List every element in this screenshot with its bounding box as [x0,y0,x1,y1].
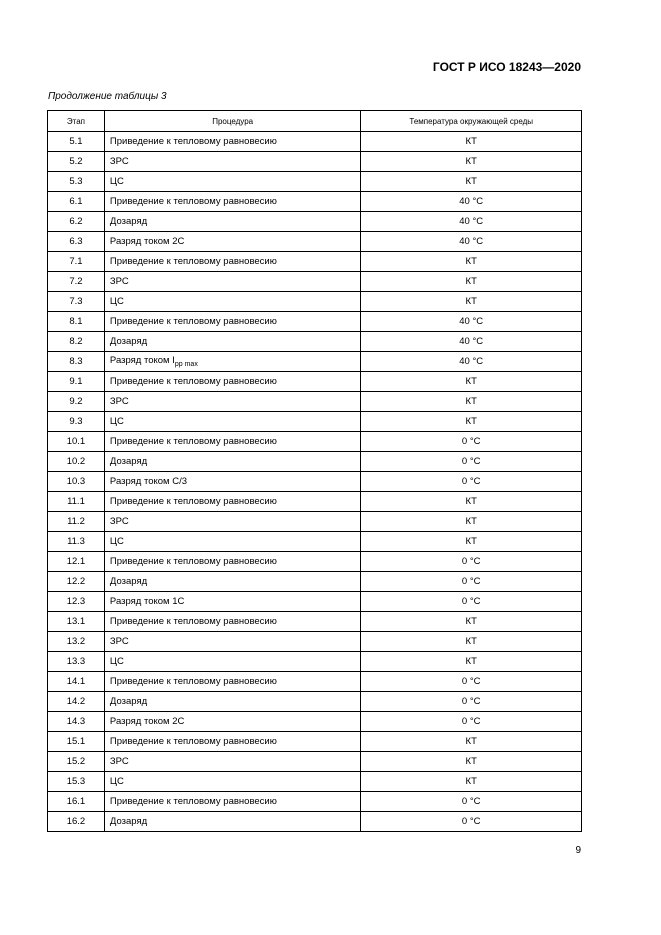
cell-step: 14.3 [48,712,105,732]
cell-step: 7.1 [48,252,105,272]
cell-procedure: Приведение к тепловому равновесию [104,312,360,332]
header-temperature: Температура окружающей среды [361,111,582,132]
cell-step: 11.2 [48,512,105,532]
cell-step: 10.1 [48,432,105,452]
cell-procedure: ЗРС [104,272,360,292]
cell-step: 13.3 [48,652,105,672]
table-row [48,152,582,172]
cell-temperature: 0 °C [361,472,582,492]
table-row [48,692,582,712]
table-row [48,572,582,592]
cell-step: 8.2 [48,332,105,352]
cell-step: 8.3 [48,352,105,372]
cell-step: 9.1 [48,372,105,392]
table-row [48,352,582,372]
cell-temperature: 0 °C [361,692,582,712]
cell-step: 5.3 [48,172,105,192]
table-row [48,732,582,752]
cell-temperature: КТ [361,492,582,512]
cell-step: 15.2 [48,752,105,772]
table-row [48,332,582,352]
cell-procedure: Дозаряд [104,452,360,472]
table-row [48,612,582,632]
table-row [48,772,582,792]
cell-temperature: 40 °C [361,192,582,212]
cell-procedure: Разряд током 1C [104,592,360,612]
table-row [48,812,582,832]
cell-temperature: КТ [361,532,582,552]
cell-temperature: КТ [361,732,582,752]
table-header-row [48,111,582,132]
table-caption: Продолжение таблицы 3 [48,91,167,102]
cell-step: 11.1 [48,492,105,512]
cell-temperature: 40 °C [361,332,582,352]
cell-step: 11.3 [48,532,105,552]
table-row [48,532,582,552]
cell-procedure: Дозаряд [104,812,360,832]
cell-procedure: Разряд током C/3 [104,472,360,492]
procedure-text: Разряд током I [109,355,175,367]
cell-step: 6.1 [48,192,105,212]
cell-step: 10.3 [48,472,105,492]
document-id: ГОСТ Р ИСО 18243—2020 [432,60,581,74]
table-row [48,712,582,732]
cell-procedure: ЗРС [104,152,360,172]
cell-step: 16.2 [48,812,105,832]
cell-step: 7.3 [48,292,105,312]
cell-temperature: КТ [361,632,582,652]
cell-procedure: Приведение к тепловому равновесию [104,672,360,692]
table-row [48,212,582,232]
cell-temperature: 0 °C [361,672,582,692]
table-row [48,272,582,292]
cell-step: 14.2 [48,692,105,712]
cell-procedure: ЦС [104,652,360,672]
cell-step: 5.2 [48,152,105,172]
cell-procedure: Дозаряд [104,212,360,232]
cell-step: 7.2 [48,272,105,292]
table-row [48,132,582,152]
cell-temperature: 40 °C [361,312,582,332]
table-row [48,392,582,412]
cell-procedure: Разряд током 2C [104,232,360,252]
cell-procedure: Дозаряд [104,572,360,592]
cell-temperature: КТ [361,392,582,412]
cell-step: 12.1 [48,552,105,572]
table-row [48,372,582,392]
cell-temperature: КТ [361,612,582,632]
cell-procedure: Дозаряд [104,332,360,352]
cell-procedure: Приведение к тепловому равновесию [104,732,360,752]
cell-temperature: 0 °C [361,792,582,812]
cell-step: 13.2 [48,632,105,652]
table-row [48,632,582,652]
cell-procedure: ЗРС [104,632,360,652]
cell-procedure: Приведение к тепловому равновесию [104,372,360,392]
cell-temperature: КТ [361,172,582,192]
cell-procedure [104,352,360,372]
cell-procedure: ЗРС [104,512,360,532]
table-row [48,292,582,312]
cell-procedure: Приведение к тепловому равновесию [104,252,360,272]
cell-step: 14.1 [48,672,105,692]
procedure-subscript: pp max [174,360,198,368]
cell-procedure: Приведение к тепловому равновесию [104,132,360,152]
cell-temperature: 40 °C [361,352,582,372]
table-row [48,492,582,512]
table-row [48,472,582,492]
cell-step: 10.2 [48,452,105,472]
cell-temperature: КТ [361,252,582,272]
cell-temperature: КТ [361,272,582,292]
cell-step: 8.1 [48,312,105,332]
table-row [48,192,582,212]
cell-temperature: 0 °C [361,712,582,732]
cell-temperature: КТ [361,512,582,532]
cell-temperature: 40 °C [361,212,582,232]
cell-temperature: 0 °C [361,812,582,832]
table-row [48,652,582,672]
table-row [48,172,582,192]
procedure-table [47,110,582,832]
cell-step: 15.3 [48,772,105,792]
cell-step: 5.1 [48,132,105,152]
cell-step: 12.3 [48,592,105,612]
cell-temperature: КТ [361,412,582,432]
table-row [48,512,582,532]
cell-procedure: Приведение к тепловому равновесию [104,792,360,812]
cell-step: 13.1 [48,612,105,632]
cell-procedure: Дозаряд [104,692,360,712]
table-row [48,752,582,772]
cell-temperature: КТ [361,652,582,672]
table-row [48,672,582,692]
cell-temperature: КТ [361,292,582,312]
table-row [48,412,582,432]
cell-step: 15.1 [48,732,105,752]
cell-procedure: ЦС [104,412,360,432]
table-row [48,592,582,612]
table-row [48,312,582,332]
cell-temperature: КТ [361,752,582,772]
cell-temperature: 0 °C [361,552,582,572]
cell-procedure: ЗРС [104,392,360,412]
cell-temperature: 40 °C [361,232,582,252]
table-row [48,452,582,472]
cell-step: 9.2 [48,392,105,412]
header-procedure: Процедура [104,111,360,132]
table-row [48,792,582,812]
table-row [48,252,582,272]
cell-procedure: Приведение к тепловому равновесию [104,492,360,512]
cell-procedure: Приведение к тепловому равновесию [104,432,360,452]
cell-step: 9.3 [48,412,105,432]
cell-procedure: ЦС [104,292,360,312]
cell-procedure: ЦС [104,532,360,552]
table-row [48,432,582,452]
cell-temperature: 0 °C [361,592,582,612]
page-number: 9 [575,845,581,856]
cell-procedure: Приведение к тепловому равновесию [104,192,360,212]
cell-temperature: 0 °C [361,452,582,472]
cell-temperature: КТ [361,372,582,392]
cell-temperature: 0 °C [361,432,582,452]
cell-step: 16.1 [48,792,105,812]
cell-procedure: ЦС [104,772,360,792]
cell-temperature: КТ [361,772,582,792]
cell-procedure: ЗРС [104,752,360,772]
cell-step: 6.2 [48,212,105,232]
cell-procedure: Приведение к тепловому равновесию [104,612,360,632]
cell-temperature: КТ [361,152,582,172]
table-body [48,132,582,832]
cell-procedure: ЦС [104,172,360,192]
cell-procedure: Приведение к тепловому равновесию [104,552,360,572]
cell-step: 12.2 [48,572,105,592]
table-row [48,232,582,252]
cell-step: 6.3 [48,232,105,252]
cell-temperature: 0 °C [361,572,582,592]
cell-procedure: Разряд током 2C [104,712,360,732]
header-step: Этап [48,111,105,132]
table-row [48,552,582,572]
cell-temperature: КТ [361,132,582,152]
